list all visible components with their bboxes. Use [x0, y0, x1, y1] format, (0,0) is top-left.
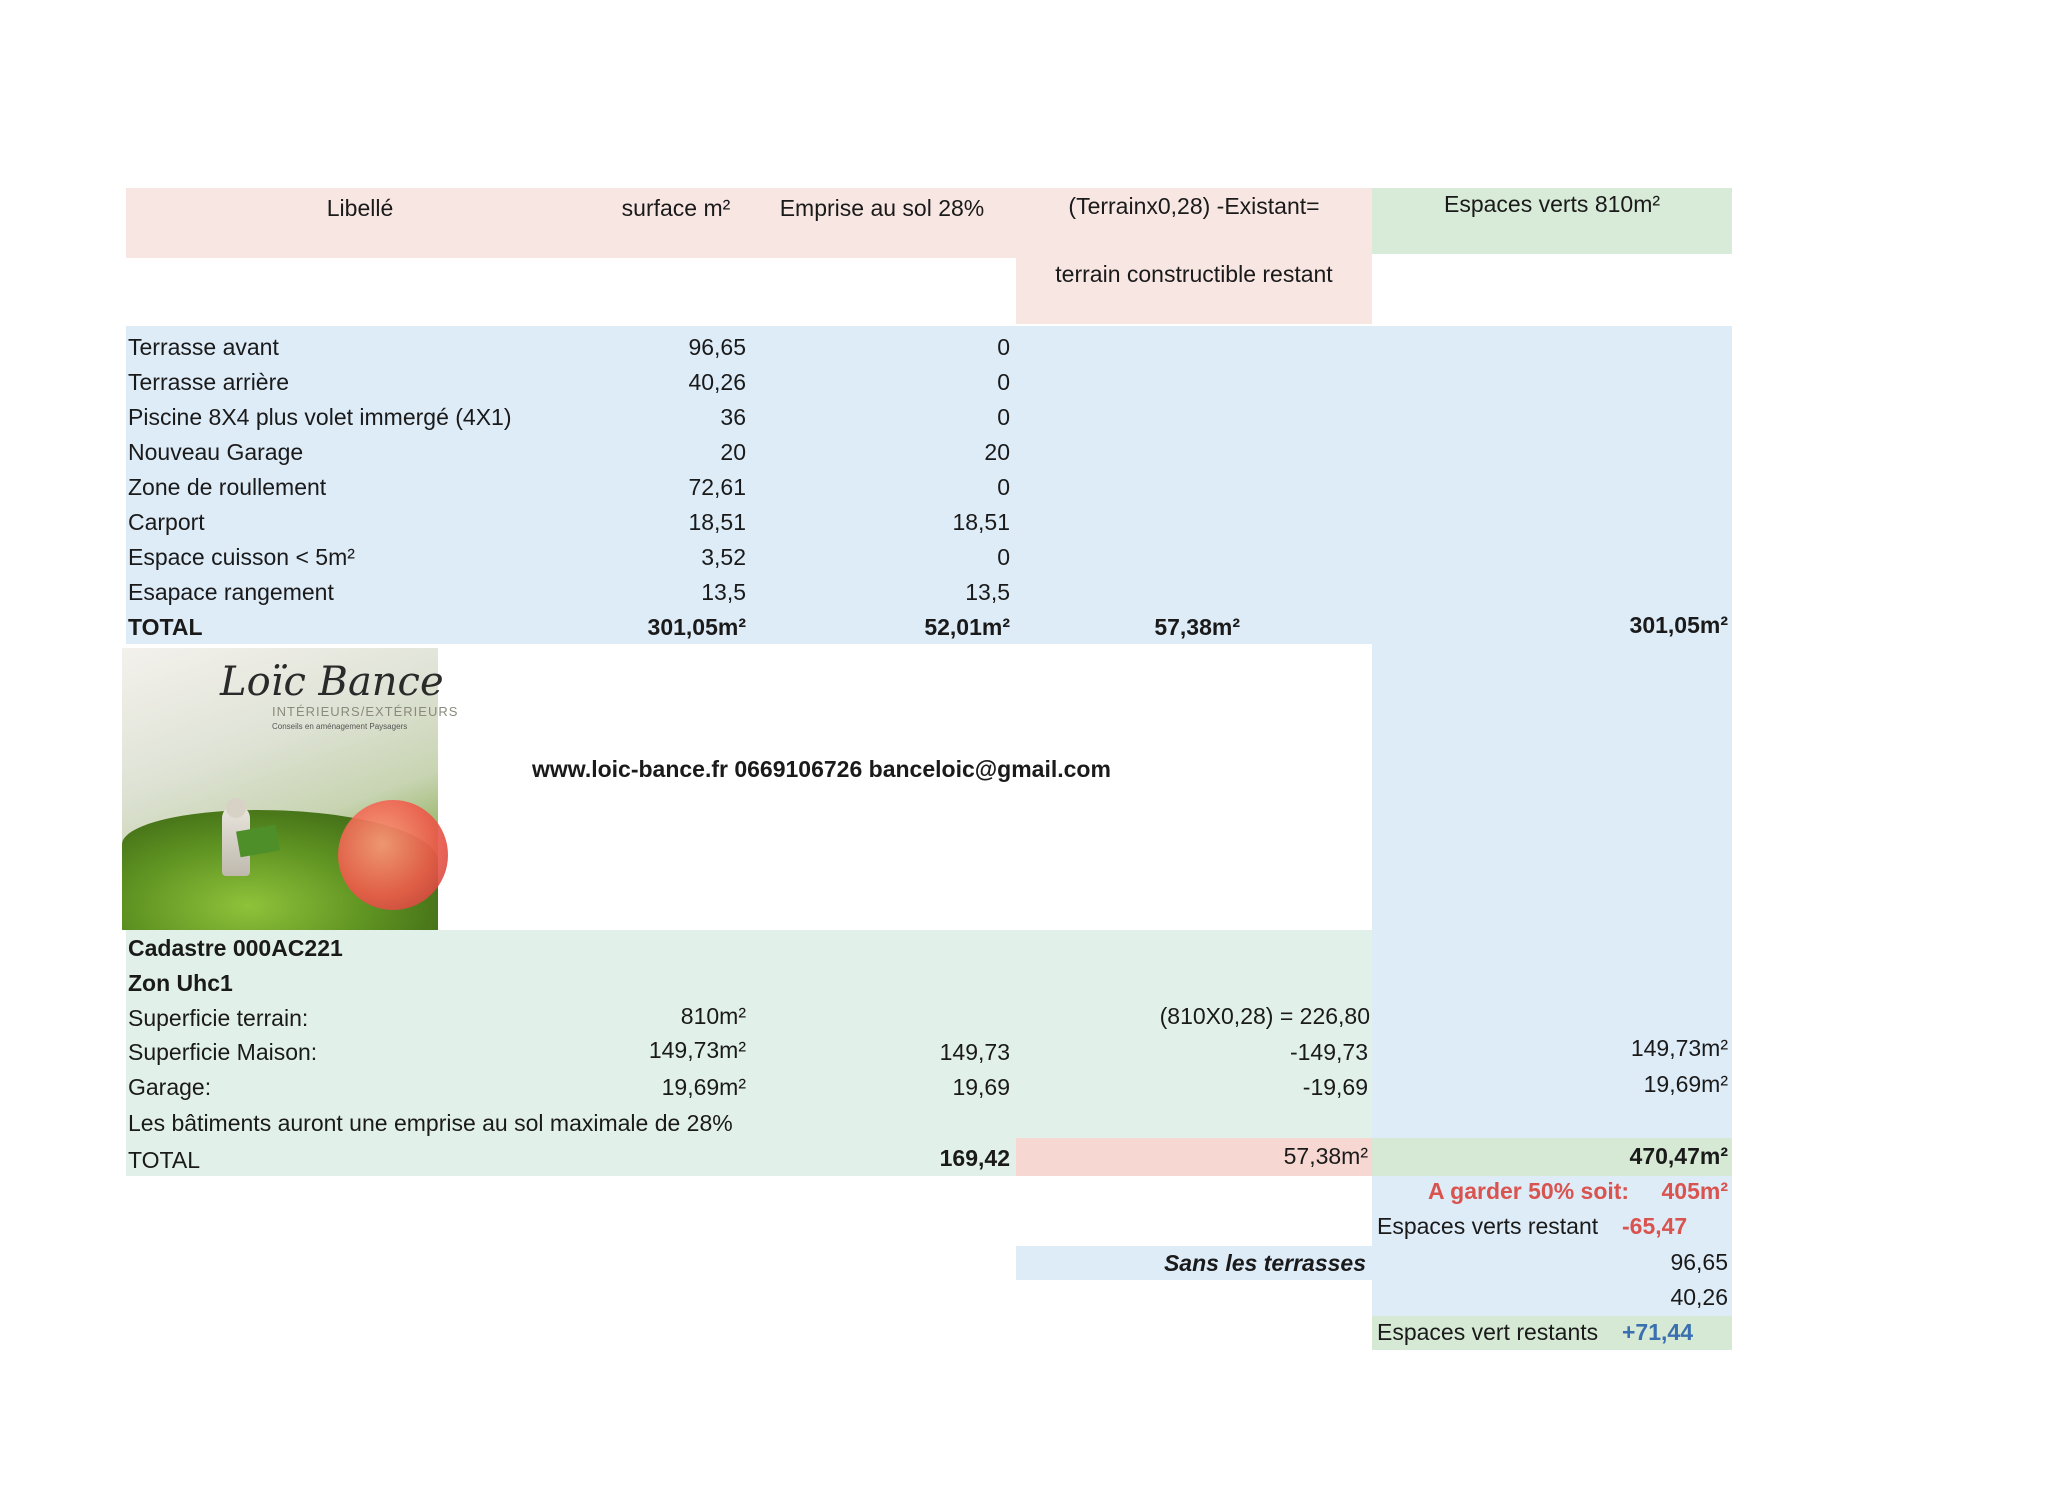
row-surface: 40,26 — [688, 369, 746, 395]
row-emprise: 0 — [997, 334, 1010, 360]
total-surface: 301,05m² — [647, 614, 746, 640]
restant-label: Espaces verts restant — [1377, 1213, 1599, 1239]
cadastre-total-espaces: 470,47m² — [1629, 1143, 1728, 1169]
logo-tagline: Conseils en aménagement Paysagers — [272, 722, 408, 731]
total-espaces: 301,05m² — [1629, 612, 1728, 638]
header-terrain-line2: terrain constructible restant — [1055, 261, 1333, 287]
total-terrain: 57,38m² — [1154, 614, 1240, 640]
superficie-maison-emprise: 149,73 — [939, 1039, 1010, 1065]
contact-line: www.loic-bance.fr 0669106726 banceloic@gmail.com — [532, 756, 1111, 782]
logo-name: Loïc Bance — [220, 659, 444, 705]
row-surface: 36 — [720, 404, 746, 430]
header-espaces: Espaces verts 810m² — [1443, 191, 1661, 217]
garage-emprise: 19,69 — [952, 1074, 1010, 1100]
sans-terrasses-value-2: 40,26 — [1670, 1284, 1728, 1310]
row-label: Nouveau Garage — [128, 439, 304, 465]
header-emprise: Emprise au sol 28% — [779, 195, 985, 221]
restant-value: -65,47 — [1622, 1213, 1688, 1239]
row-surface: 96,65 — [688, 334, 746, 360]
garage-espaces: 19,69m² — [1643, 1071, 1728, 1097]
header-surface: surface m² — [621, 195, 731, 221]
row-emprise: 0 — [997, 474, 1010, 500]
row-surface: 72,61 — [688, 474, 746, 500]
row-label: Piscine 8X4 plus volet immergé (4X1) — [128, 404, 512, 430]
row-label: Carport — [128, 509, 205, 535]
superficie-maison-label: Superficie Maison: — [128, 1039, 318, 1065]
garage-label: Garage: — [128, 1074, 212, 1100]
superficie-maison-espaces: 149,73m² — [1630, 1035, 1728, 1061]
final-value: +71,44 — [1622, 1319, 1693, 1345]
final-label: Espaces vert restants — [1377, 1319, 1599, 1345]
superficie-terrain-calc: (810X0,28) = 226,80 — [1159, 1003, 1370, 1029]
garder-value: 405m² — [1661, 1178, 1728, 1204]
cadastre-id: Cadastre 000AC221 — [128, 935, 343, 961]
garage-value: 19,69m² — [661, 1074, 746, 1100]
cadastre-total-terrain: 57,38m² — [1283, 1143, 1368, 1169]
row-label: Terrasse arrière — [128, 369, 290, 395]
company-logo — [122, 648, 459, 930]
cadastre-total-emprise: 169,42 — [939, 1145, 1010, 1171]
sans-terrasses-value-1: 96,65 — [1670, 1249, 1728, 1275]
cadastre-total-label: TOTAL — [128, 1147, 200, 1173]
row-label: Terrasse avant — [128, 334, 279, 360]
row-emprise: 0 — [997, 369, 1010, 395]
row-surface: 18,51 — [688, 509, 746, 535]
row-surface: 13,5 — [701, 579, 746, 605]
emprise-note: Les bâtiments auront une emprise au sol maximale de 28% — [128, 1110, 733, 1136]
total-emprise: 52,01m² — [924, 614, 1010, 640]
header-terrain-line1: (Terrainx0,28) -Existant= — [1068, 193, 1320, 219]
row-surface: 20 — [720, 439, 746, 465]
garage-terrain: -19,69 — [1302, 1074, 1368, 1100]
row-emprise: 0 — [997, 544, 1010, 570]
garder-label: A garder 50% soit: — [1428, 1178, 1630, 1204]
row-emprise: 18,51 — [952, 509, 1010, 535]
sans-terrasses-label: Sans les terrasses — [1163, 1250, 1366, 1276]
header-libelle: Libellé — [326, 195, 394, 221]
total-label: TOTAL — [128, 614, 203, 640]
superficie-maison-terrain: -149,73 — [1289, 1039, 1368, 1065]
superficie-terrain-label: Superficie terrain: — [128, 1005, 309, 1031]
row-emprise: 0 — [997, 404, 1010, 430]
logo-subtitle: INTÉRIEURS/EXTÉRIEURS — [272, 704, 459, 719]
row-label: Espace cuisson < 5m² — [128, 544, 355, 570]
row-emprise: 20 — [984, 439, 1010, 465]
row-label: Esapace rangement — [128, 579, 334, 605]
logo-figure-head — [226, 798, 246, 818]
superficie-terrain-value: 810m² — [680, 1003, 746, 1029]
cadastre-zone: Zon Uhc1 — [128, 970, 233, 996]
superficie-maison-value: 149,73m² — [648, 1037, 746, 1063]
row-emprise: 13,5 — [965, 579, 1010, 605]
row-surface: 3,52 — [701, 544, 746, 570]
row-label: Zone de roullement — [128, 474, 327, 500]
logo-flower — [338, 800, 448, 910]
